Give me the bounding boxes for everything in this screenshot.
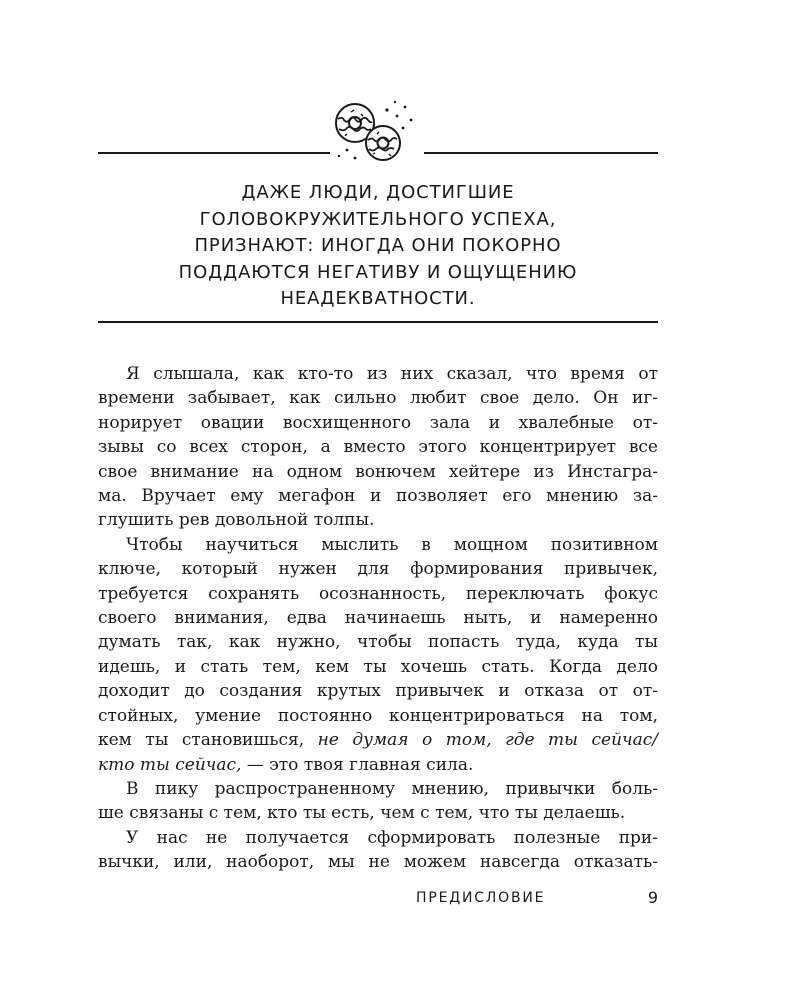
text-line: доходит до создания крутых привычек и отказа от от- <box>98 681 658 702</box>
callout-line: НЕАДЕКВАТНОСТИ. <box>280 288 476 309</box>
italic-segment: кто ты сейчас, <box>98 754 242 775</box>
text-line: стойных, умение постоянно концентрироваться на том, <box>98 705 658 726</box>
text-line: думать так, как нужно, чтобы попасть туда, куда ты <box>98 632 658 653</box>
page-number: 9 <box>647 888 658 907</box>
text-line: Я слышала, как кто-то из них сказал, что время от <box>126 364 658 384</box>
callout-line: ДАЖЕ ЛЮДИ, ДОСТИГШИЕ <box>241 182 515 203</box>
body-text <box>98 362 658 875</box>
top-divider-right <box>424 152 658 154</box>
text-segment: кем ты становишься, <box>98 730 318 751</box>
text-segment: — это твоя главная сила. <box>241 754 474 775</box>
text-line: норирует овации восхищенного зала и хвалебные от- <box>98 412 658 433</box>
running-footer-title: ПРЕДИСЛОВИЕ <box>416 890 546 906</box>
callout-line: ГОЛОВОКРУЖИТЕЛЬНОГО УСПЕХА, <box>199 208 557 230</box>
text-line: зывы со всех сторон, а вместо этого концентрирует все <box>98 437 658 458</box>
callout-line: ПОДДАЮТСЯ НЕГАТИВУ И ОЩУЩЕНИЮ <box>178 261 578 283</box>
text-line: В пику распространенному мнению, привычки боль- <box>126 778 658 799</box>
donuts-icon <box>325 98 430 168</box>
text-line: ключе, который нужен для формирования привычек, <box>98 559 658 580</box>
text-line: свое внимание на одном вонючем хейтере из Инстагра- <box>98 461 658 482</box>
italic-segment: не думая о том, где ты сейчас/ <box>317 730 658 751</box>
text-line: Чтобы научиться мыслить в мощном позитивном <box>126 534 658 555</box>
text-line: У нас не получается сформировать полезные при- <box>126 827 658 848</box>
callout-quote <box>98 180 658 313</box>
text-line: идешь, и стать тем, кем ты хочешь стать. Когда дело <box>98 656 658 677</box>
text-line: времени забывает, как сильно любит свое дело. Он иг- <box>98 388 658 409</box>
bottom-divider <box>98 321 658 323</box>
text-line: ше связаны с тем, кто ты есть, чем с тем, что ты делаешь. <box>98 803 626 824</box>
text-line <box>98 753 658 777</box>
text-line: глушить рев довольной толпы. <box>98 510 375 531</box>
top-divider-left <box>98 152 330 154</box>
text-line: ма. Вручает ему мегафон и позволяет его мнению за- <box>98 486 658 507</box>
callout-line: ПРИЗНАЮТ: ИНОГДА ОНИ ПОКОРНО <box>194 235 562 256</box>
text-line: требуется сохранять осознанность, переключать фокус <box>98 583 658 604</box>
text-line: своего внимания, едва начинаешь ныть, и намеренно <box>98 608 658 629</box>
text-line: вычки, или, наоборот, мы не можем навсегда отказать- <box>98 852 658 873</box>
text-line <box>98 728 658 752</box>
